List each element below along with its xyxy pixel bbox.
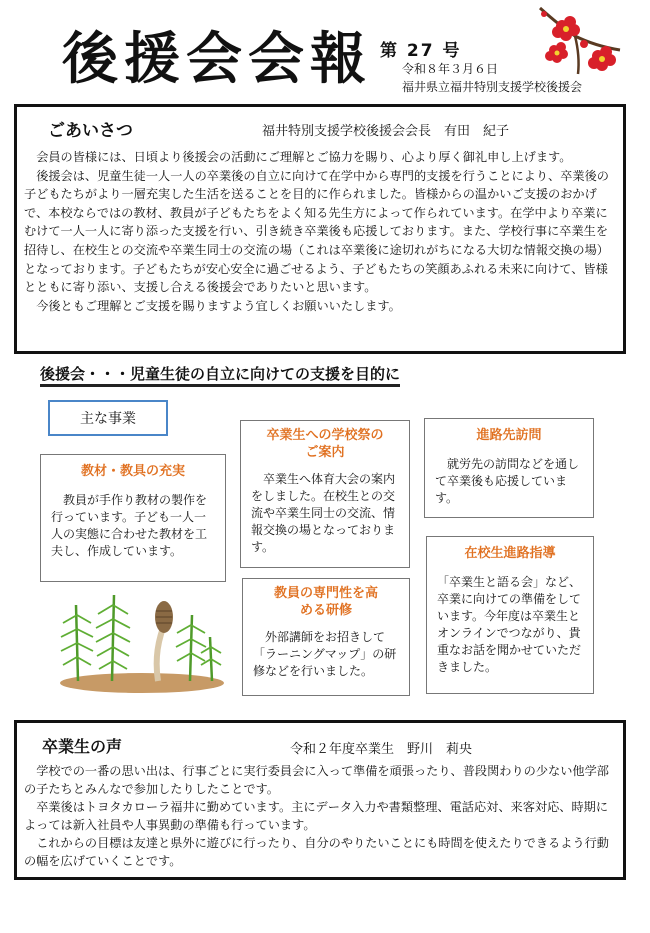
card-training-title: 教員の専門性を高める研修 <box>273 586 378 618</box>
greeting-author: 福井特別支援学校後援会会長 有田 紀子 <box>262 124 510 139</box>
graduate-voice-title: 卒業生の声 <box>42 737 123 756</box>
greeting-paragraph: 会員の皆様には、日頃より後援会の活動にご理解とご協力を賜り、心より厚く御礼申し上げます。 <box>36 150 572 164</box>
card-visit <box>424 418 594 518</box>
card-training <box>242 578 410 696</box>
greeting-paragraph: 後援会は、児童生徒一人一人の卒業後の自立に向けて在学中から専門的支援を行うことにより、卒業後の子どもたちがより一層充実した生活を送ることを目的に作られました。皆様からの温かいご支援のおかげで、本校ならではの教材、教員が子どもたちをよく知る先生方によって作られています。在学中より卒業にむけて一人一人に寄り添った支援を行い、引き続き卒業後も応援しております。また、学校行事に卒業生を招待し、在校生との交流や卒業生同士の交流の場（これは卒業後に途切れがちになる大切な情報交換の場）となっております。子どもたちが安心安全に過ごせるよう、子どもたちの笑顔あふれる未来に向けて、皆様とともに寄り添い、支援し合える後援会でありたいと思います。 <box>24 168 609 295</box>
greeting-paragraph: 今後ともご理解とご支援を賜りますよう宜しくお願いいたします。 <box>36 298 401 313</box>
card-career-text: 「卒業生と語る会」など、卒業に向けての準備をしています。今年度は卒業生とオンラインでつながり、貴重なお話を聞かせていただきました。 <box>437 575 582 674</box>
issue-date: 令和８年３月６日 <box>402 62 499 76</box>
card-festival-text: 卒業生へ体育大会の案内をしました。在校生との交流や卒業生同士の交流、情報交換の場となっております。 <box>251 472 396 554</box>
activities-heading: 後援会・・・児童生徒の自立に向けての支援を目的に <box>40 364 400 387</box>
card-festival <box>240 420 410 568</box>
graduate-voice-author: 令和２年度卒業生 野川 莉央 <box>290 742 473 757</box>
card-visit-title: 進路先訪問 <box>476 428 542 443</box>
card-materials-title: 教材・教具の充実 <box>80 464 185 479</box>
card-materials-text: 教員が手作り教材の製作を行っています。子ども一人一人の実態に合わせた教材を工夫し、作成しています。 <box>51 493 208 558</box>
issue-number: 第 27 号 <box>380 41 462 61</box>
plum-blossom-icon <box>520 6 630 76</box>
greeting-title: ごあいさつ <box>48 121 133 141</box>
card-festival-title: 卒業生への学校祭のご案内 <box>266 428 384 460</box>
card-training-text: 外部講師をお招きして「ラーニングマップ」の研修などを行いました。 <box>253 630 397 678</box>
card-career <box>426 536 594 694</box>
organization-name: 福井県立福井特別支援学校後援会 <box>402 80 583 94</box>
graduate-voice-paragraph: 卒業後はトヨタカローラ福井に勤めています。主にデータ入力や書類整理、電話応対、来客対応、時期によっては新入社員や人事異動の準備も行っています。 <box>24 800 609 832</box>
card-materials <box>40 454 226 582</box>
main-activities-label: 主な事業 <box>80 411 136 427</box>
newsletter-title: 後援会会報 <box>62 27 372 92</box>
graduate-voice-paragraph: 学校での一番の思い出は、行事ごとに実行委員会に入って準備を頑張ったり、普段関わりの少ない他学部の子たちとみんなで参加したりしたことです。 <box>24 764 609 796</box>
horsetail-plant-icon <box>50 585 225 695</box>
card-visit-text: 就労先の訪問などを通して卒業後も応援しています。 <box>435 457 580 505</box>
graduate-voice-body <box>24 762 612 870</box>
graduate-voice-paragraph: これからの目標は友達と県外に遊びに行ったり、自分のやりたいことにも時間を使えたりできるよう行動の幅を広げていくことです。 <box>24 836 609 868</box>
greeting-body <box>24 148 612 315</box>
card-career-title: 在校生進路指導 <box>464 546 556 561</box>
